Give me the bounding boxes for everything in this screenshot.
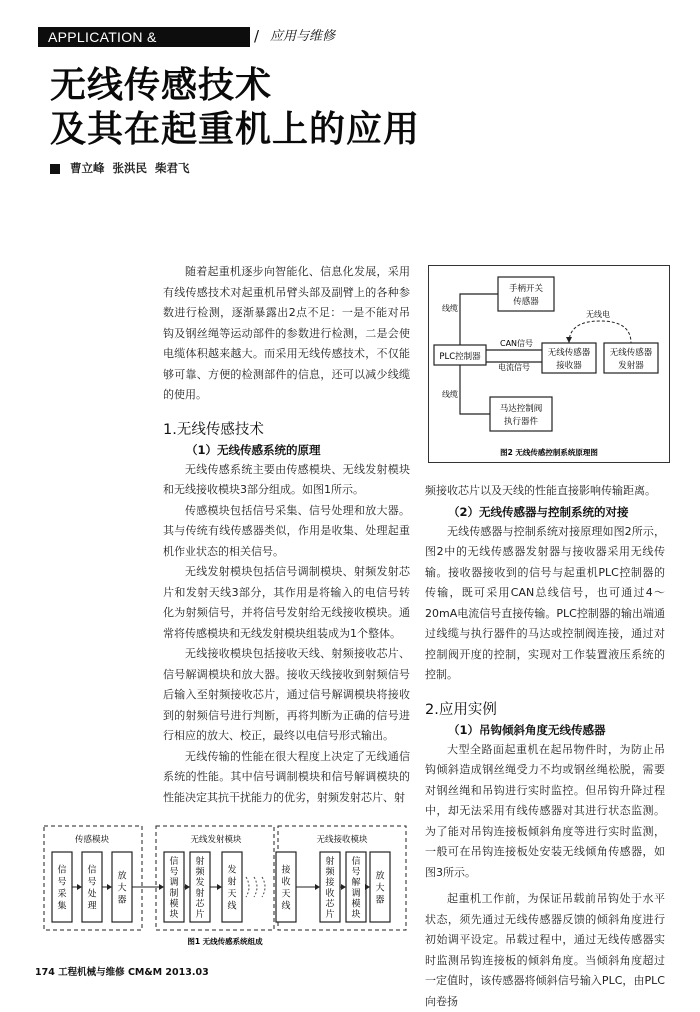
section1-subheading-2: （2）无线传感器与控制系统的对接 bbox=[448, 504, 629, 519]
cable-label-top: 线缆 bbox=[442, 304, 458, 313]
header-slash: / bbox=[254, 27, 260, 45]
switch-sensor-label-1: 手柄开关 bbox=[508, 284, 544, 294]
cable-line-bottom bbox=[460, 365, 490, 414]
arrow-head-icon bbox=[315, 884, 320, 890]
figure1-block-label: 放大器 bbox=[117, 871, 127, 906]
actuator-label-2: 执行器件 bbox=[503, 417, 539, 427]
actuator-label-1: 马达控制阀 bbox=[499, 404, 543, 414]
group-label-receiver: 无线接收模块 bbox=[316, 835, 368, 845]
right-column bbox=[425, 481, 665, 1012]
arrow-head-icon bbox=[341, 884, 346, 890]
wireless-link bbox=[569, 321, 631, 343]
arrow-head-icon bbox=[217, 884, 222, 890]
figure2-caption: 图2 无线传感控制系统原理图 bbox=[500, 448, 598, 457]
switch-sensor-label-2: 传感器 bbox=[513, 297, 539, 307]
section1-subheading: （1）无线传感系统的原理 bbox=[186, 442, 321, 457]
cable-line-top bbox=[460, 294, 498, 345]
figure1-block-label: 放大器 bbox=[375, 871, 385, 906]
section2-subheading: （1）吊钩倾斜角度无线传感器 bbox=[448, 722, 606, 737]
arrow-head-icon bbox=[107, 884, 112, 890]
intro-paragraph: 随着起重机逐步向智能化、信息化发展，采用有线传感技术对起重机吊臂头部及副臂上的各种参数进行检测，逐渐暴露出2点不足：一是不能对吊钩及钢丝绳等运动部件的参数进行检测，二是会使电缆体积越来越大。而采用无线传感技术，不仅能够可靠、方便的检测部件的信息，还可以减少线缆的使用。 bbox=[163, 265, 410, 401]
figure1-block-label: 信号调制模块 bbox=[169, 856, 179, 921]
paragraph: 无线接收模块包括接收天线、射频接收芯片、信号解调模块和放大器。接收天线接收到射频信号后输入至射频接收芯片，通过信号解调模块将接收到的射频信号进行判断，再将判断为正确的信号进行相应的放大、校正，最终以电信号形式输出。 bbox=[163, 647, 410, 742]
section2-heading: 2.应用实例 bbox=[425, 701, 497, 718]
paragraph: 无线传感系统主要由传感模块、无线发射模块和无线接收模块3部分组成。如图1所示。 bbox=[163, 462, 410, 496]
header-category: 应用与维修 bbox=[270, 29, 336, 44]
paragraph: 无线传感器与控制系统对接原理如图2所示，图2中的无线传感器发射器与接收器采用无线传输。接收器接收到的信号与起重机PLC控制器的传输，既可采用CAN总线信号，也可通过4～20mA电流信号直接传输。PLC控制器的输出端通过线缆与执行器件的马达或控制阀连接，通过对控制阀开度的控制，实现对工作装置液压系统的控制。 bbox=[425, 524, 665, 681]
figure1-block-label: 发射天线 bbox=[227, 865, 237, 912]
figure1-caption: 图1 无线传感系统组成 bbox=[187, 937, 263, 946]
transmitter-label-2: 发射器 bbox=[618, 361, 644, 371]
article-title-line2: 及其在起重机上的应用 bbox=[50, 109, 421, 150]
wireless-wave-icon bbox=[246, 877, 249, 897]
figure1-block-label: 射频发射芯片 bbox=[195, 856, 205, 921]
figure1-block-label: 射频接收芯片 bbox=[325, 856, 335, 921]
figure1-diagram bbox=[40, 820, 410, 950]
arrow-head-icon bbox=[159, 884, 164, 890]
section-header-band: APPLICATION & MAINTENANCE bbox=[38, 27, 250, 47]
paragraph: 无线发射模块包括信号调制模块、射频发射芯片和发射天线3部分，其作用是将输入的电信号转化为射频信号，并将信号发射给无线接收模块。通常将传感模块和无线发射模块组装成为1个整体。 bbox=[163, 565, 410, 640]
group-label-sensor: 传感模块 bbox=[74, 835, 110, 845]
wireless-wave-icon bbox=[262, 877, 265, 897]
group-label-transmitter: 无线发射模块 bbox=[190, 835, 242, 845]
cable-label-bottom: 线缆 bbox=[442, 390, 458, 399]
receiver-label-1: 无线传感器 bbox=[547, 348, 591, 358]
page-footer: 174 工程机械与维修 CM&M 2013.03 bbox=[35, 967, 209, 978]
receiver-label-2: 接收器 bbox=[556, 361, 582, 371]
arrow-head-icon bbox=[77, 884, 82, 890]
figure1-block-label: 接收天线 bbox=[281, 865, 291, 912]
figure2-diagram bbox=[428, 265, 670, 463]
paragraph: 频接收芯片以及天线的性能直接影响传输距离。 bbox=[425, 484, 656, 497]
figure1-block-label: 信号处理 bbox=[87, 865, 97, 912]
arrow-head-icon bbox=[185, 884, 190, 890]
arrow-head-icon bbox=[365, 884, 370, 890]
article-title-line1: 无线传感技术 bbox=[50, 65, 273, 106]
plc-label: PLC控制器 bbox=[439, 352, 481, 362]
authors: 曹立峰 张洪民 柴君飞 bbox=[70, 161, 190, 175]
wireless-label: 无线电 bbox=[586, 310, 610, 319]
transmitter-label-1: 无线传感器 bbox=[609, 348, 653, 358]
figure1-block-label: 信号解调模块 bbox=[351, 856, 361, 921]
figure1-block-label: 信号采集 bbox=[57, 865, 67, 912]
current-label: 电流信号 bbox=[498, 363, 530, 372]
wireless-wave-icon bbox=[254, 877, 257, 897]
paragraph: 无线传输的性能在很大程度上决定了无线通信系统的性能。其中信号调制模块和信号解调模块的性能决定其抗干扰能力的优劣，射频发射芯片、射 bbox=[163, 749, 410, 804]
left-column bbox=[163, 262, 410, 808]
paragraph: 起重机工作前，为保证吊载前吊钩处于水平状态，须先通过无线传感器反馈的倾斜角度进行初始调平设定。吊载过程中，通过无线传感器实时监测吊钩连接板的倾斜角度。当倾斜角度超过一定值时，该传感器将倾斜信号输入PLC，由PLC向卷扬 bbox=[425, 892, 665, 1008]
paragraph: 大型全路面起重机在起吊物件时，为防止吊钩倾斜造成钢丝绳受力不均或钢丝绳松脱，需要对钢丝绳和吊钩进行实时监控。但吊钩升降过程中，却无法采用有线传感器对其进行状态监测。为了能对吊钩连接板倾斜角度等进行实时监测，一般可在吊钩连接板处安装无线倾角传感器，如图3所示。 bbox=[425, 742, 665, 879]
paragraph: 传感模块包括信号采集、信号处理和放大器。其与传统有线传感器类似，作用是收集、处理起重机作业状态的相关信号。 bbox=[163, 503, 410, 558]
can-label: CAN信号 bbox=[500, 339, 534, 348]
section1-heading: 1.无线传感技术 bbox=[163, 421, 264, 438]
author-bullet-icon bbox=[50, 164, 60, 174]
wireless-arrow-icon bbox=[566, 337, 572, 343]
figure1-blocks bbox=[52, 852, 390, 922]
